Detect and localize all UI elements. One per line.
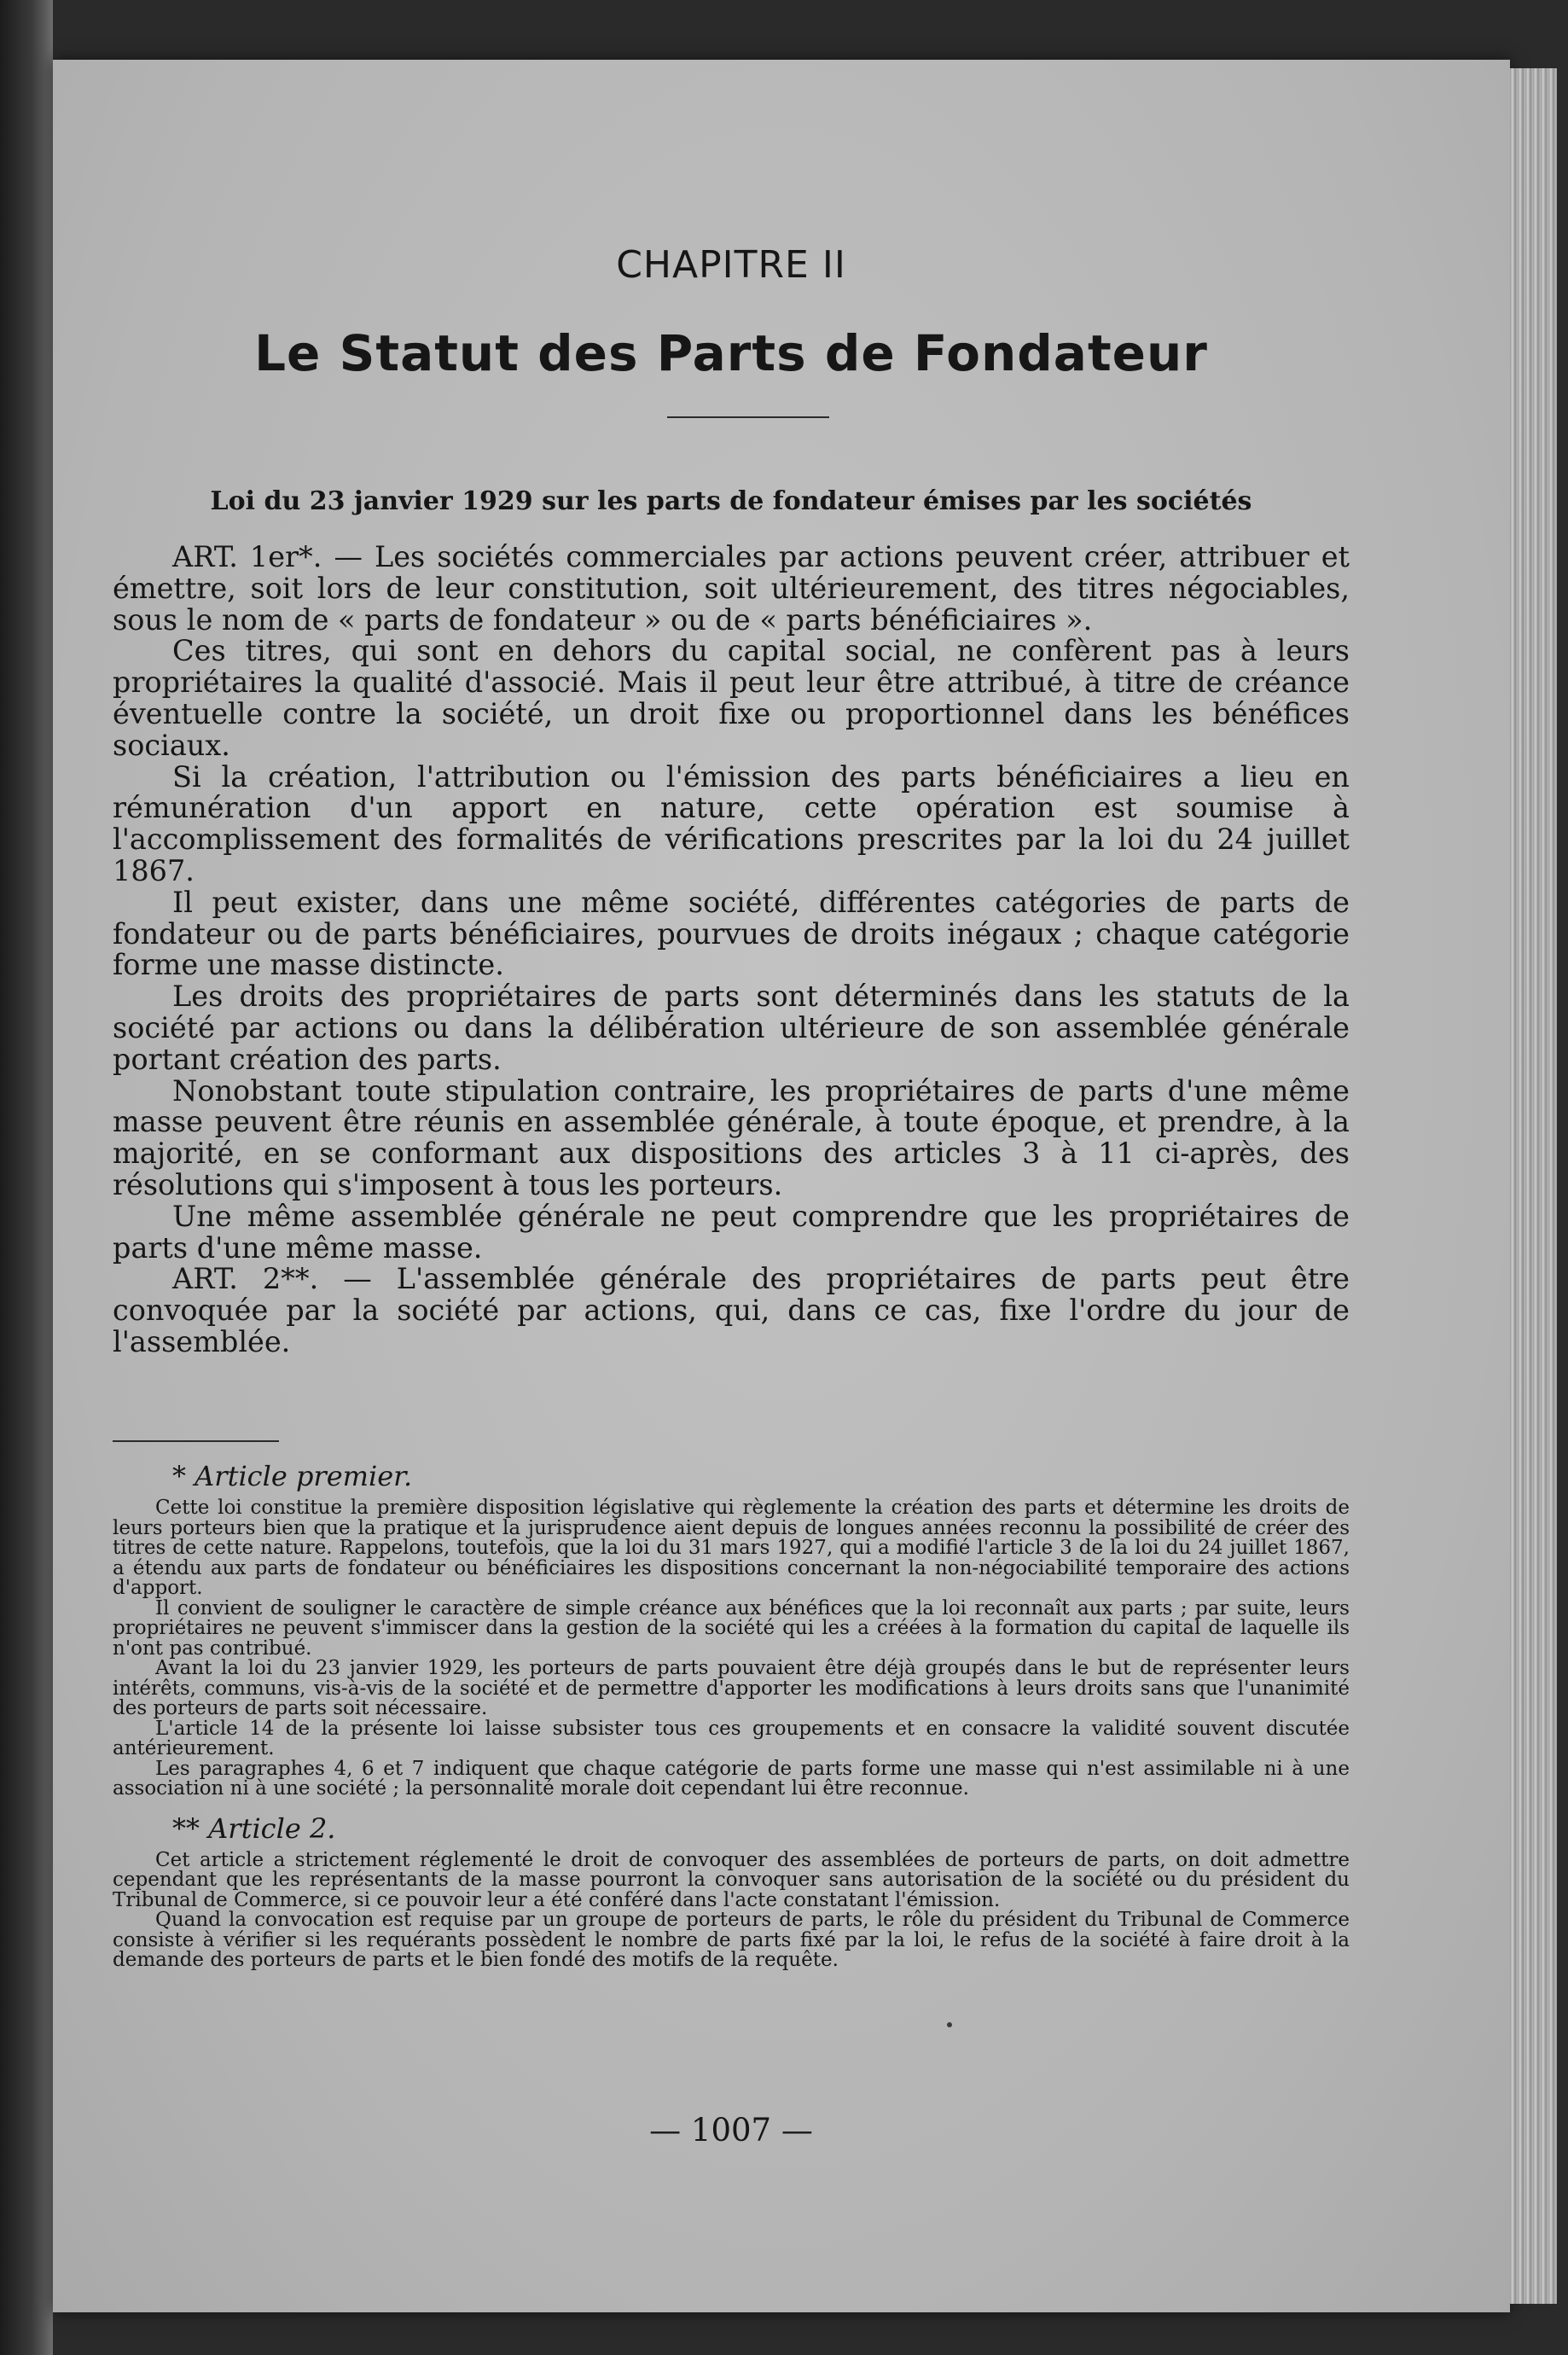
body-paragraph: Il peut exister, dans une même société, différentes catégories de parts de fondateur ou de parts bénéficiaires, pourvues de droits inégaux ; chaque catégorie forme une masse distincte. — [113, 885, 1350, 982]
footnote-heading: ** Article 2. — [172, 1811, 336, 1845]
body-paragraph: Nonobstant toute stipulation contraire, les propriétaires de parts d'une même masse peuvent être réunis en assemblée générale, à toute époque, et prendre, à la majorité, en se conformant aux dispositions des articles 3 à 11 ci-après, des résolutions qui s'imposent à tous les porteurs. — [113, 1073, 1350, 1201]
body-paragraph: Si la création, l'attribution ou l'émission des parts bénéficiaires a lieu en rémunération d'un apport en nature, cette opération est soumise à l'accomplissement des formalités de vérifications prescrites par la loi du 24 juillet 1867. — [113, 759, 1350, 887]
footnotes — [113, 1459, 1350, 1971]
footnote-paragraph: Cette loi constitue la première disposition législative qui règlemente la création des parts et détermine les droits de leurs porteurs bien que la pratique et la jurisprudence aient depuis de longues années reconnu la possibilité de créer des titres de cette nature. Rappelons, toutefois, que la loi du 31 mars 1927, qui a modifié l'article 3 de la loi du 24 juillet 1867, a étendu aux parts de fondateur ou bénéficiaires les dispositions concernant la non-négociabilité temporaire des actions d'apport. — [113, 1497, 1350, 1599]
chapter-label: CHAPITRE II — [616, 243, 846, 287]
body-paragraph: Les droits des propriétaires de parts sont déterminés dans les statuts de la société par actions ou dans la délibération ultérieure de son assemblée générale portant création des parts. — [113, 980, 1350, 1076]
body-paragraph: Ces titres, qui sont en dehors du capital social, ne confèrent pas à leurs propriétaires la qualité d'associé. Mais il peut leur être attribué, à titre de créance éventuelle contre la société, un droit fixe ou proportionnel dans les bénéfices sociaux. — [113, 634, 1350, 762]
footnote-paragraph: Cet article a strictement réglementé le droit de convoquer des assemblées de porteurs de parts, on doit admettre cependant que les représentants de la masse pourront la convoquer sans autorisation de la société ou du président du Tribunal de Commerce, si ce pouvoir leur a été conféré dans l'acte constatant l'émission. — [113, 1848, 1350, 1911]
body-paragraph: ART. 2**. — L'assemblée générale des propriétaires de parts peut être convoquée par la société par actions, qui, dans ce cas, fixe l'ordre du jour de l'assemblée. — [113, 1262, 1350, 1358]
book-page — [53, 60, 1510, 2312]
footnote-paragraph: Il convient de souligner le caractère de simple créance aux bénéfices que la loi reconnaît aux parts ; par suite, leurs propriétaires ne peuvent s'immiscer dans la gestion de la société qui les a créées à la formation du capital de laquelle ils n'ont pas contribué. — [113, 1596, 1350, 1660]
chapter-title: Le Statut des Parts de Fondateur — [254, 324, 1208, 382]
footnote-paragraph: L'article 14 de la présente loi laisse subsister tous ces groupements et en consacre la validité souvent discutée antérieurement. — [113, 1717, 1350, 1759]
page-stack-edge — [1510, 68, 1557, 2304]
page-number: — 1007 — — [649, 2112, 813, 2149]
scan-dark-margin — [0, 0, 53, 2355]
footnote-paragraph: Avant la loi du 23 janvier 1929, les porteurs de parts pouvaient être déjà groupés dans le but de représenter leurs intérêts, communs, vis-à-vis de la société et de permettre d'apporter les modifications à leurs droits sans que l'unanimité des porteurs de parts soit nécessaire. — [113, 1657, 1350, 1719]
footnote-divider — [113, 1440, 279, 1442]
body-paragraph: ART. 1er*. — Les sociétés commerciales par actions peuvent créer, attribuer et émettre, soit lors de leur constitution, soit ultérieurement, des titres négociables, sous le nom de « parts de fondateur » ou de « parts bénéficiaires ». — [113, 540, 1350, 637]
body-text — [113, 542, 1350, 1358]
footnote-heading: * Article premier. — [172, 1460, 413, 1492]
title-divider — [667, 416, 829, 418]
body-paragraph: Une même assemblée générale ne peut comprendre que les propriétaires de parts d'une même masse. — [113, 1199, 1350, 1265]
footnote-paragraph: Quand la convocation est requise par un groupe de porteurs de parts, le rôle du président du Tribunal de Commerce consiste à vérifier si les requérants possèdent le nombre de parts fixé par la loi, le refus de la société à faire droit à la demande des porteurs de parts et le bien fondé des motifs de la requête. — [113, 1909, 1350, 1971]
footnote-paragraph: Les paragraphes 4, 6 et 7 indiquent que chaque catégorie de parts forme une masse qui n'est assimilable ni à une association ni à une société ; la personnalité morale doit cependant lui être reconnue. — [113, 1757, 1350, 1800]
scan-speck — [947, 2022, 952, 2027]
law-heading: Loi du 23 janvier 1929 sur les parts de fondateur émises par les sociétés — [210, 486, 1252, 516]
